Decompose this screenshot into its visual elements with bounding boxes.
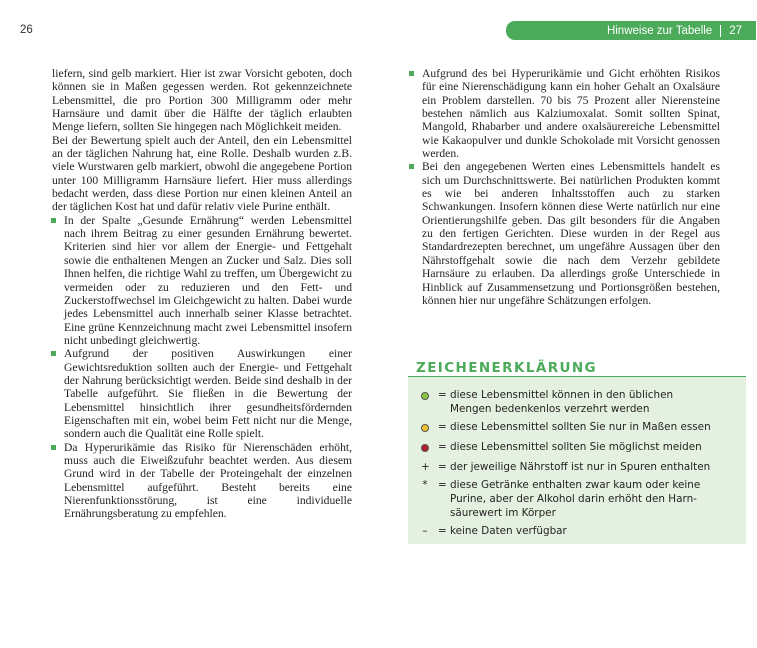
paragraph: Bei der Bewertung spielt auch der Anteil, den ein Lebensmittel an der täglichen Nahrung hat, eine Rolle. Deshalb wurden z.B. viele Wurstwaren gelb markiert, obwohl die angegebene Portion unter 100 Milligramm Harnsäure liefert. Hier muss allerdings bedacht werden, dass diese Portion nur einen kleinen Anteil an der täglichen Kost hat und dafür relativ viele Purine enthält.: [52, 133, 352, 214]
asterisk-icon: *: [422, 479, 428, 491]
paragraph: liefern, sind gelb markiert. Hier ist zwar Vorsicht geboten, doch können sie in Maßen gegessen werden. Rot gekennzeichnete Lebensmittel, die pro Portion 300 Milligramm oder mehr Harnsäure und damit über die Hälfte der täglich erlaubten Menge liefern, sollten Sie hingegen nach Möglichkeit meiden.: [52, 67, 352, 134]
bullet-text: Aufgrund der positiven Auswirkungen einer Gewichtsreduktion sollten auch der Energie- und Fettgehalt der Nahrung berücksichtigt werden. Beide sind deshalb in der Tabelle aufgeführt. Sie fließen in die Bewertung der Lebensmittel hinsichtlich ihrer gesundheitsfördernden Eigenschaften mit ein, wobei beim Fett nicht nur die Menge, sondern auch die Qualität eine Rolle spielt.: [64, 347, 352, 441]
legend-box: [408, 360, 748, 544]
left-column: [52, 67, 352, 521]
bullet-square-icon: [409, 164, 414, 169]
equals-sign: =: [438, 421, 447, 433]
red-dot-icon: [421, 444, 429, 452]
bullet-item: [410, 160, 720, 307]
legend-text: diese Lebensmittel sollten Sie nur in Maßen essen: [450, 421, 711, 433]
legend-text: der jeweilige Nährstoff ist nur in Spuren enthalten: [450, 461, 711, 473]
equals-sign: =: [438, 479, 447, 491]
bullet-item: [52, 214, 352, 347]
header-separator: [720, 25, 721, 37]
legend-text: diese Lebensmittel können in den üblichen Mengen bedenkenlos verzehrt werden: [450, 389, 674, 415]
bullet-square-icon: [409, 71, 414, 76]
page-number-left: 26: [20, 24, 33, 36]
legend-title: ZEICHENERKLÄRUNG: [416, 360, 598, 376]
legend-text: keine Daten verfügbar: [450, 525, 567, 537]
running-header: [506, 21, 756, 40]
plus-icon: +: [421, 461, 430, 473]
legend-text: diese Getränke enthalten zwar kaum oder keine Purine, aber der Alkohol darin erhöht den Harn- säurewert im Körper: [450, 479, 701, 519]
bullet-item: [52, 441, 352, 521]
green-dot-icon: [421, 392, 429, 400]
bullet-square-icon: [51, 351, 56, 356]
bullet-item: [52, 347, 352, 440]
yellow-dot-icon: [421, 424, 429, 432]
equals-sign: =: [438, 461, 447, 473]
header-title: Hinweise zur Tabelle: [606, 24, 713, 37]
bullet-text: Da Hyperurikämie das Risiko für Nierenschäden erhöht, muss auch die Eiweißzufuhr beachtet werden. Aus diesem Grund wird in der Tabelle der Proteingehalt der einzelnen Lebensmittel aufgeführt. Besteht bereits eine Nierenfunktionsstörung, ist eine individuelle Ernährungsberatung zu empfehlen.: [64, 440, 352, 521]
dash-icon: –: [422, 525, 428, 537]
page-number-right: 27: [729, 24, 742, 37]
bullet-text: Bei den angegebenen Werten eines Lebensmittels handelt es sich um Durchschnittswerte. Bei natürlichen Produkten kommt es wie bei anderen Inhaltsstoffen auch zu starken Schwankungen. Insofern können diese Werte natürlich nur eine Orientierungshilfe geben. Das gilt besonders für die Angaben zu den fertigen Gerichten. Diese wurden in der Regel aus Standardrezepten berechnet, um ungefähre Aussagen über den Nährstoffgehalt sowie die nach dem Verzehr gebildete Harnsäure zu erlauben. Da allerdings große Unterschiede in Hinblick auf Zusammensetzung und Portionsgrößen bestehen, können hier nur ungefähre Schätzungen erfolgen.: [422, 160, 720, 307]
bullet-text: In der Spalte „Gesunde Ernährung“ werden Lebensmittel nach ihrem Beitrag zu einer gesunden Ernährung bewertet. Kriterien sind hier vor allem der Energie- und Fettgehalt sowie die enthaltenen Mengen an Zucker und Salz. Dies soll Ihnen helfen, die richtige Wahl zu treffen, um Übergewicht zu vermeiden oder zu reduzieren und den Fett- und Zuckerstoffwechsel im Gleichgewicht zu halten. Dabei wurde jedes Lebensmittel auch innerhalb seiner Klasse betrachtet. Eine grüne Kennzeichnung macht zwei Lebensmittel insofern nicht unbedingt gleichwertig.: [64, 213, 352, 347]
equals-sign: =: [438, 441, 447, 453]
bullet-square-icon: [51, 218, 56, 223]
equals-sign: =: [438, 389, 447, 401]
right-column: [410, 67, 720, 307]
bullet-text: Aufgrund des bei Hyperurikämie und Gicht erhöhten Risikos für eine Nierenschädigung kann ein hoher Gehalt an Oxalsäure ein Problem darstellen. 70 bis 75 Prozent aller Nierensteine bestehen nämlich aus Kalziumoxalat. Somit sollten Spinat, Mangold, Rhabarber und andere oxalsäurereiche Lebensmittel wie Kakaopulver und dunkle Schokolade mit Vorsicht genossen werden.: [422, 67, 720, 161]
bullet-square-icon: [51, 445, 56, 450]
equals-sign: =: [438, 525, 447, 537]
legend-text: diese Lebensmittel sollten Sie möglichst meiden: [450, 441, 702, 453]
bullet-item: [410, 67, 720, 160]
